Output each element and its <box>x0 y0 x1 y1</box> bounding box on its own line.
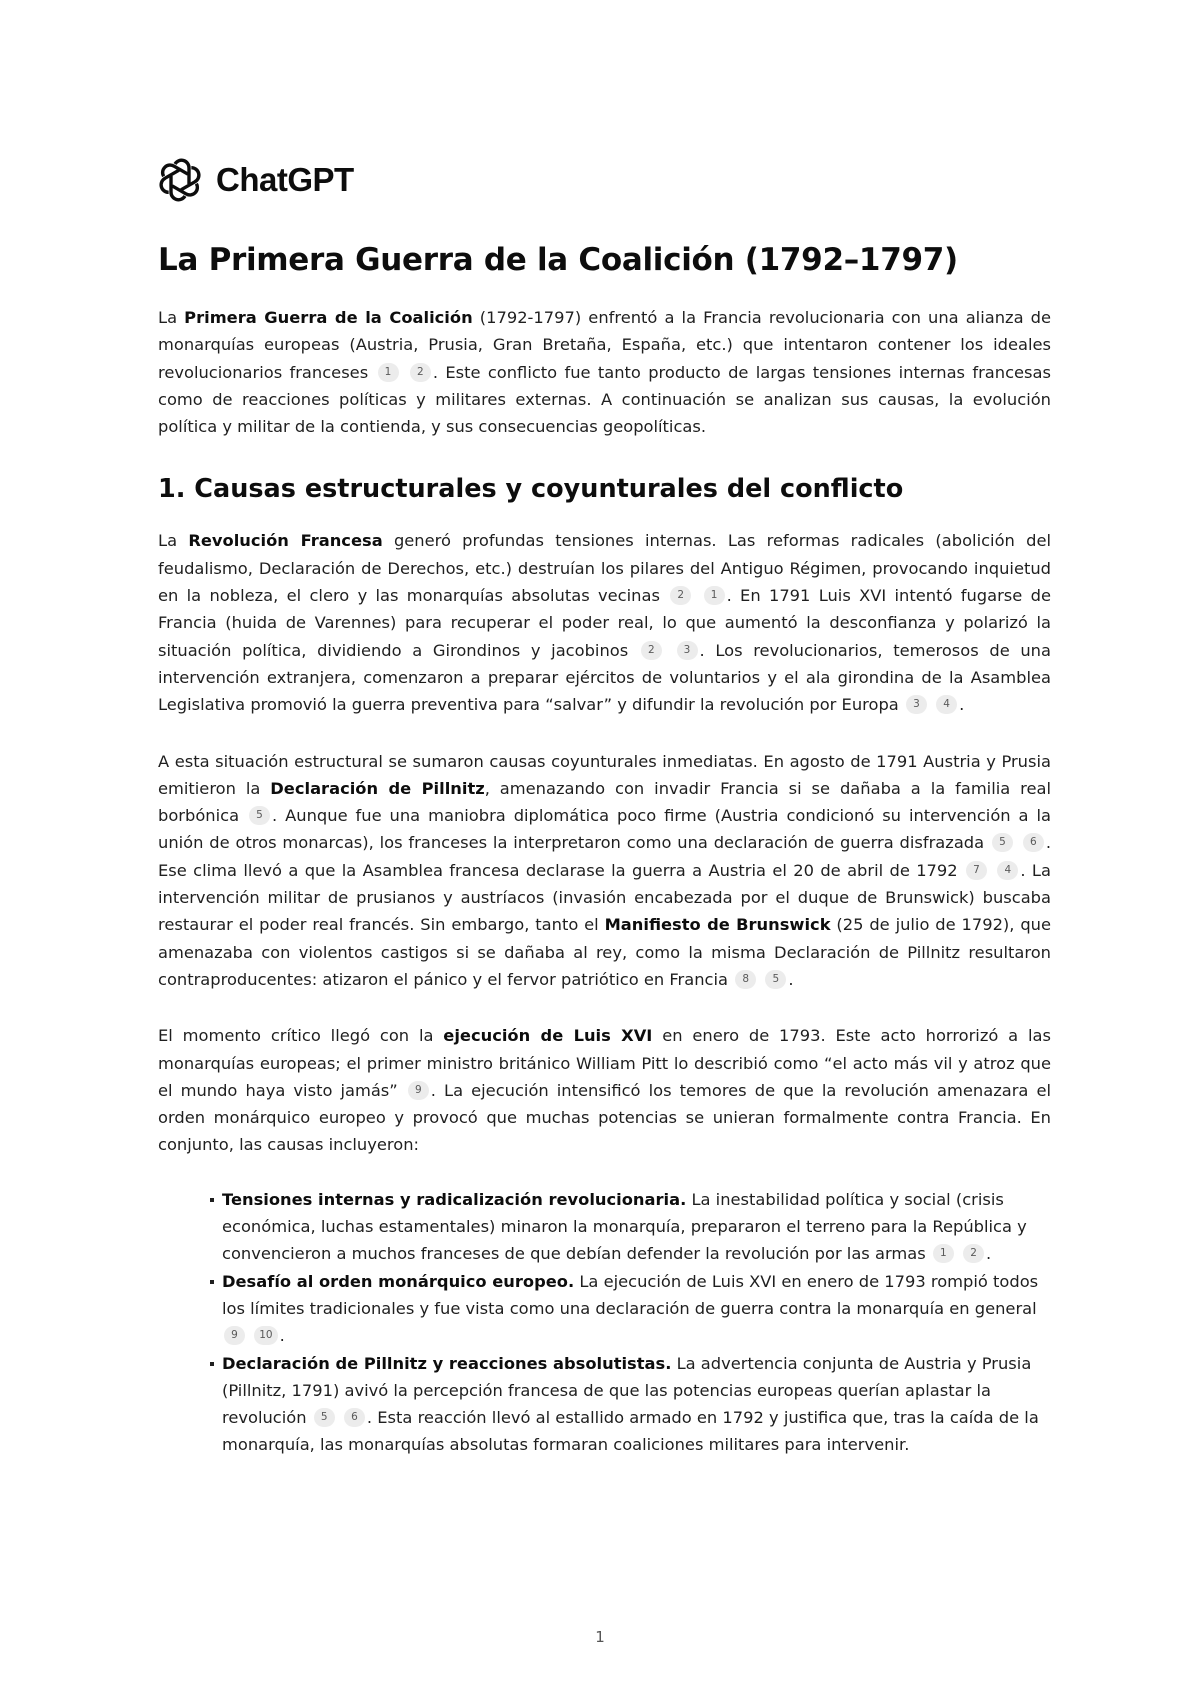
citation-badge[interactable]: 4 <box>997 861 1018 880</box>
brand-name: ChatGPT <box>216 161 354 198</box>
citation-badge[interactable]: 5 <box>992 833 1013 852</box>
citation-badge[interactable]: 9 <box>224 1326 245 1345</box>
citation-badge[interactable]: 2 <box>641 641 662 660</box>
citation-badge[interactable]: 1 <box>933 1244 954 1263</box>
citation-badge[interactable]: 1 <box>378 363 399 382</box>
citation-badge[interactable]: 1 <box>704 586 725 605</box>
page-number: 1 <box>595 1628 605 1646</box>
citation-badge[interactable]: 10 <box>254 1326 277 1345</box>
citation-badge[interactable]: 5 <box>249 806 270 825</box>
citation-badge[interactable]: 5 <box>765 970 786 989</box>
citation-badge[interactable]: 3 <box>906 695 927 714</box>
list-item: Tensiones internas y radicalización revolucionaria. La inestabilidad política y social (crisis económica, luchas estamentales) minaron la monarquía, prepararon el terreno para la República y convencieron a muchos franceses de que debían defender la revolución por las armas 1 2 . <box>220 1186 1051 1268</box>
paragraph-conjunctural-causes: A esta situación estructural se sumaron causas coyunturales inmediatas. En agosto de 1791 Austria y Prusia emitieron la Declaración de Pillnitz, amenazando con invadir Francia si se dañaba a la familia real borbónica 5 . Aunque fue una maniobra diplomática poco firme (Austria condicionó su intervención a la unión de otros monarcas), los franceses la interpretaron como una declaración de guerra disfrazada 5 6 . Ese clima llevó a que la Asamblea francesa declarase la guerra a Austria el 20 de abril de 1792 7 4 . La intervención militar de prusianos y austríacos (invasión encabezada por el duque de Brunswick) buscaba restaurar el poder real francés. Sin embargo, tanto el Manifiesto de Brunswick (25 de julio de 1792), que amenazaba con violentos castigos si se dañaba al rey, como la misma Declaración de Pillnitz resultaron contraproducentes: atizaron el pánico y el fervor patriótico en Francia 8 5 . <box>158 751 1052 989</box>
citation-badge[interactable]: 7 <box>966 861 987 880</box>
citation-badge[interactable]: 6 <box>344 1408 365 1427</box>
causes-list <box>220 1186 1051 1459</box>
brand-logo <box>158 157 354 203</box>
intro-paragraph: La Primera Guerra de la Coalición (1792-1797) enfrentó a la Francia revolucionaria con una alianza de monarquías europeas (Austria, Prusia, Gran Bretaña, España, etc.) que intentaron contener los ideales revolucionarios franceses 1 2 . Este conflicto fue tanto producto de largas tensiones internas francesas como de reacciones políticas y militares externas. A continuación se analizan sus causas, la evolución política y militar de la contienda, y sus consecuencias geopolíticas. <box>158 308 1051 437</box>
citation-badge[interactable]: 6 <box>1023 833 1044 852</box>
paragraph-structural-causes: La Revolución Francesa generó profundas tensiones internas. Las reformas radicales (abolición del feudalismo, Declaración de Derechos, etc.) destruían los pilares del Antiguo Régimen, provocando inquietud en la nobleza, el clero y las monarquías absolutas vecinas 2 1 . En 1791 Luis XVI intentó fugarse de Francia (huida de Varennes) para recuperar el poder real, lo que aumentó la desconfianza y polarizó la situación política, dividiendo a Girondinos y jacobinos 2 3 . Los revolucionarios, temerosos de una intervención extranjera, comenzaron a preparar ejércitos de voluntarios y el ala girondina de la Asamblea Legislativa promovió la guerra preventiva para “salvar” y difundir la revolución por Europa 3 4 . <box>158 531 1051 715</box>
citation-badge[interactable]: 9 <box>408 1081 429 1100</box>
document-body <box>158 238 1051 1459</box>
list-item: Desafío al orden monárquico europeo. La ejecución de Luis XVI en enero de 1793 rompió todos los límites tradicionales y fue vista como una declaración de guerra contra la monarquía en general 9 10 . <box>220 1268 1051 1350</box>
openai-logo-icon <box>158 158 202 202</box>
citation-badge[interactable]: 2 <box>963 1244 984 1263</box>
paragraph-execution: El momento crítico llegó con la ejecución de Luis XVI en enero de 1793. Este acto horrorizó a las monarquías europeas; el primer ministro británico William Pitt lo describió como “el acto más vil y atroz que el mundo haya visto jamás” 9 . La ejecución intensificó los temores de que la revolución amenazara el orden monárquico europeo y provocó que muchas potencias se unieran formalmente contra Francia. En conjunto, las causas incluyeron: <box>158 1026 1051 1155</box>
citation-badge[interactable]: 3 <box>677 641 698 660</box>
page-title: La Primera Guerra de la Coalición (1792–1797) <box>158 242 958 278</box>
citation-badge[interactable]: 5 <box>314 1408 335 1427</box>
citation-badge[interactable]: 4 <box>936 695 957 714</box>
citation-badge[interactable]: 8 <box>735 970 756 989</box>
list-item: Declaración de Pillnitz y reacciones absolutistas. La advertencia conjunta de Austria y Prusia (Pillnitz, 1791) avivó la percepción francesa de que las potencias europeas querían aplastar la revolución 5 6 . Esta reacción llevó al estallido armado en 1792 y justifica que, tras la caída de la monarquía, las monarquías absolutas formaran coaliciones militares para intervenir. <box>220 1350 1051 1459</box>
section-heading: 1. Causas estructurales y coyunturales del conflicto <box>158 474 904 505</box>
citation-badge[interactable]: 2 <box>410 363 431 382</box>
citation-badge[interactable]: 2 <box>670 586 691 605</box>
